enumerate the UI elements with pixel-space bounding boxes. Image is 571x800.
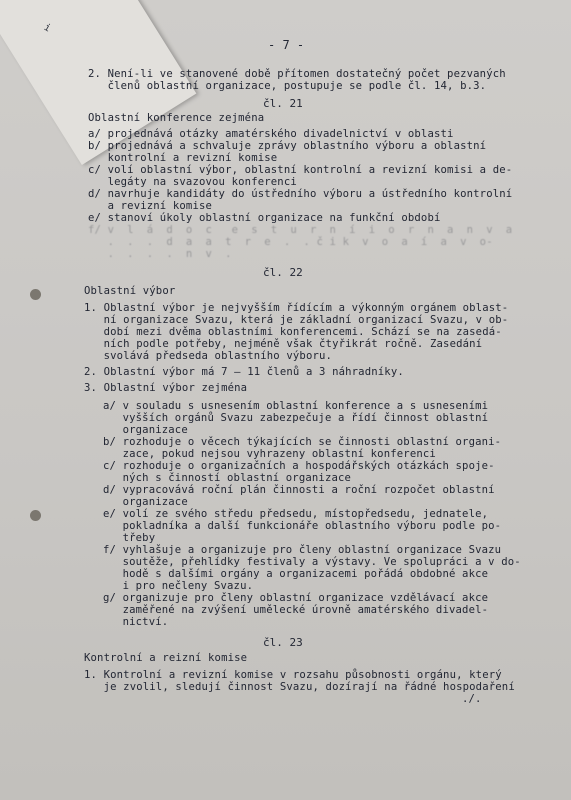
article-22-item-line: zace, pokud nejsou vyhrazeny oblastní konferenci bbox=[103, 448, 436, 460]
article-23-title: čl. 23 bbox=[263, 636, 303, 649]
article-23-line: 1. Kontrolní a revizní komise v rozsahu působnosti orgánu, který bbox=[84, 669, 502, 681]
article-22-item-line: e/ volí ze svého středu předsedu, místopředsedu, jednatele, bbox=[103, 508, 489, 520]
article-22-item-line: vyšších orgánů Svazu zabezpečuje a řídí činnost oblastní bbox=[103, 412, 489, 424]
article-21-title: čl. 21 bbox=[263, 97, 303, 110]
article-22-item-line: d/ vypracovává roční plán činnosti a roční rozpočet oblastní bbox=[103, 484, 495, 496]
article-22-point-3: 3. Oblastní výbor zejména bbox=[84, 382, 248, 394]
intro-line: 2. Není-li ve stanovené době přítomen dostatečný počet pezvaných bbox=[88, 68, 506, 80]
punch-hole bbox=[30, 510, 41, 521]
article-22-item-line: organizace bbox=[103, 424, 188, 436]
article-22-item-line: ných s činností oblastní organizace bbox=[103, 472, 352, 484]
article-22-paragraph-line: ních podle potřeby, nejméně však čtyřikrát ročně. Zasedání bbox=[84, 338, 483, 350]
article-22-item-line: třeby bbox=[103, 532, 156, 544]
punch-hole bbox=[30, 289, 41, 300]
article-21-line: a revizní komise bbox=[88, 200, 213, 212]
article-22-paragraph-line: 1. Oblastní výbor je nejvyšším řídícím a výkonným orgánem oblast- bbox=[84, 302, 509, 314]
article-22-item-line: zaměřené na zvýšení umělecké úrovně amatérského divadel- bbox=[103, 604, 489, 616]
article-22-item-line: b/ rozhoduje o věcech týkajících se činnosti oblastní organi- bbox=[103, 436, 502, 448]
faded-line: . . . d a a t r e . . č i k v o a í a v o- bbox=[88, 236, 493, 248]
article-21-line: e/ stanoví úkoly oblastní organizace na funkční období bbox=[88, 212, 441, 224]
article-22-point-2: 2. Oblastní výbor má 7 – 11 členů a 3 náhradníky. bbox=[84, 366, 404, 378]
article-22-item-line: c/ rozhoduje o organizačních a hospodářských otázkách spoje- bbox=[103, 460, 495, 472]
continuation-mark: ./. bbox=[462, 693, 482, 705]
faded-line: . . . . n v . bbox=[88, 248, 232, 260]
article-22-paragraph-line: ní organizace Svazu, která je základní organizací Svazu, v ob- bbox=[84, 314, 509, 326]
faded-line: f/ v l á d o c e s t u r n í i o r n a n v a bbox=[88, 224, 513, 236]
article-22-item-line: hodě s dalšími orgány a organizacemi pořádá obdobné akce bbox=[103, 568, 489, 580]
article-22-item-line: pokladníka a další funkcionáře oblastního výboru podle po- bbox=[103, 520, 502, 532]
article-21-line: c/ volí oblastní výbor, oblastní kontrolní a revizní komisi a de- bbox=[88, 164, 513, 176]
article-21-line: d/ navrhuje kandidáty do ústředního výboru a ústředního kontrolní bbox=[88, 188, 513, 200]
article-22-item-line: g/ organizuje pro členy oblastní organizace vzdělávací akce bbox=[103, 592, 489, 604]
article-21-line: b/ projednává a schvaluje zprávy oblastního výboru a oblastní bbox=[88, 140, 487, 152]
article-21-line: kontrolní a revizní komise bbox=[88, 152, 278, 164]
article-22-paragraph-line: dobí mezi dvěma oblastními konferencemi. Schází se na zasedá- bbox=[84, 326, 502, 338]
article-22-heading: Oblastní výbor bbox=[84, 285, 176, 297]
article-21-line: legáty na svazovou konferenci bbox=[88, 176, 297, 188]
article-22-item-line: a/ v souladu s usnesením oblastní konference a s usneseními bbox=[103, 400, 489, 412]
article-22-item-line: f/ vyhlašuje a organizuje pro členy oblastní organizace Svazu bbox=[103, 544, 502, 556]
article-23-line: je zvolil, sledují činnost Svazu, dozírají na řádné hospodaření bbox=[84, 681, 515, 693]
article-22-item-line: organizace bbox=[103, 496, 188, 508]
article-22-paragraph-line: svolává předseda oblastního výboru. bbox=[84, 350, 333, 362]
article-23-heading: Kontrolní a reizní komise bbox=[84, 652, 248, 664]
article-22-title: čl. 22 bbox=[263, 266, 303, 279]
article-22-item-line: nictví. bbox=[103, 616, 169, 628]
article-21-line: a/ projednává otázky amatérského divadelnictví v oblasti bbox=[88, 128, 454, 140]
article-21-heading: Oblastní konference zejména bbox=[88, 112, 265, 124]
intro-line: členů oblastní organizace, postupuje se podle čl. 14, b.3. bbox=[88, 80, 487, 92]
article-22-item-line: i pro nečleny Svazu. bbox=[103, 580, 254, 592]
page-number: - 7 - bbox=[268, 38, 305, 52]
under-page-text: i bbox=[41, 21, 53, 35]
article-22-item-line: soutěže, přehlídky festivaly a výstavy. Ve spolupráci a v do- bbox=[103, 556, 521, 568]
